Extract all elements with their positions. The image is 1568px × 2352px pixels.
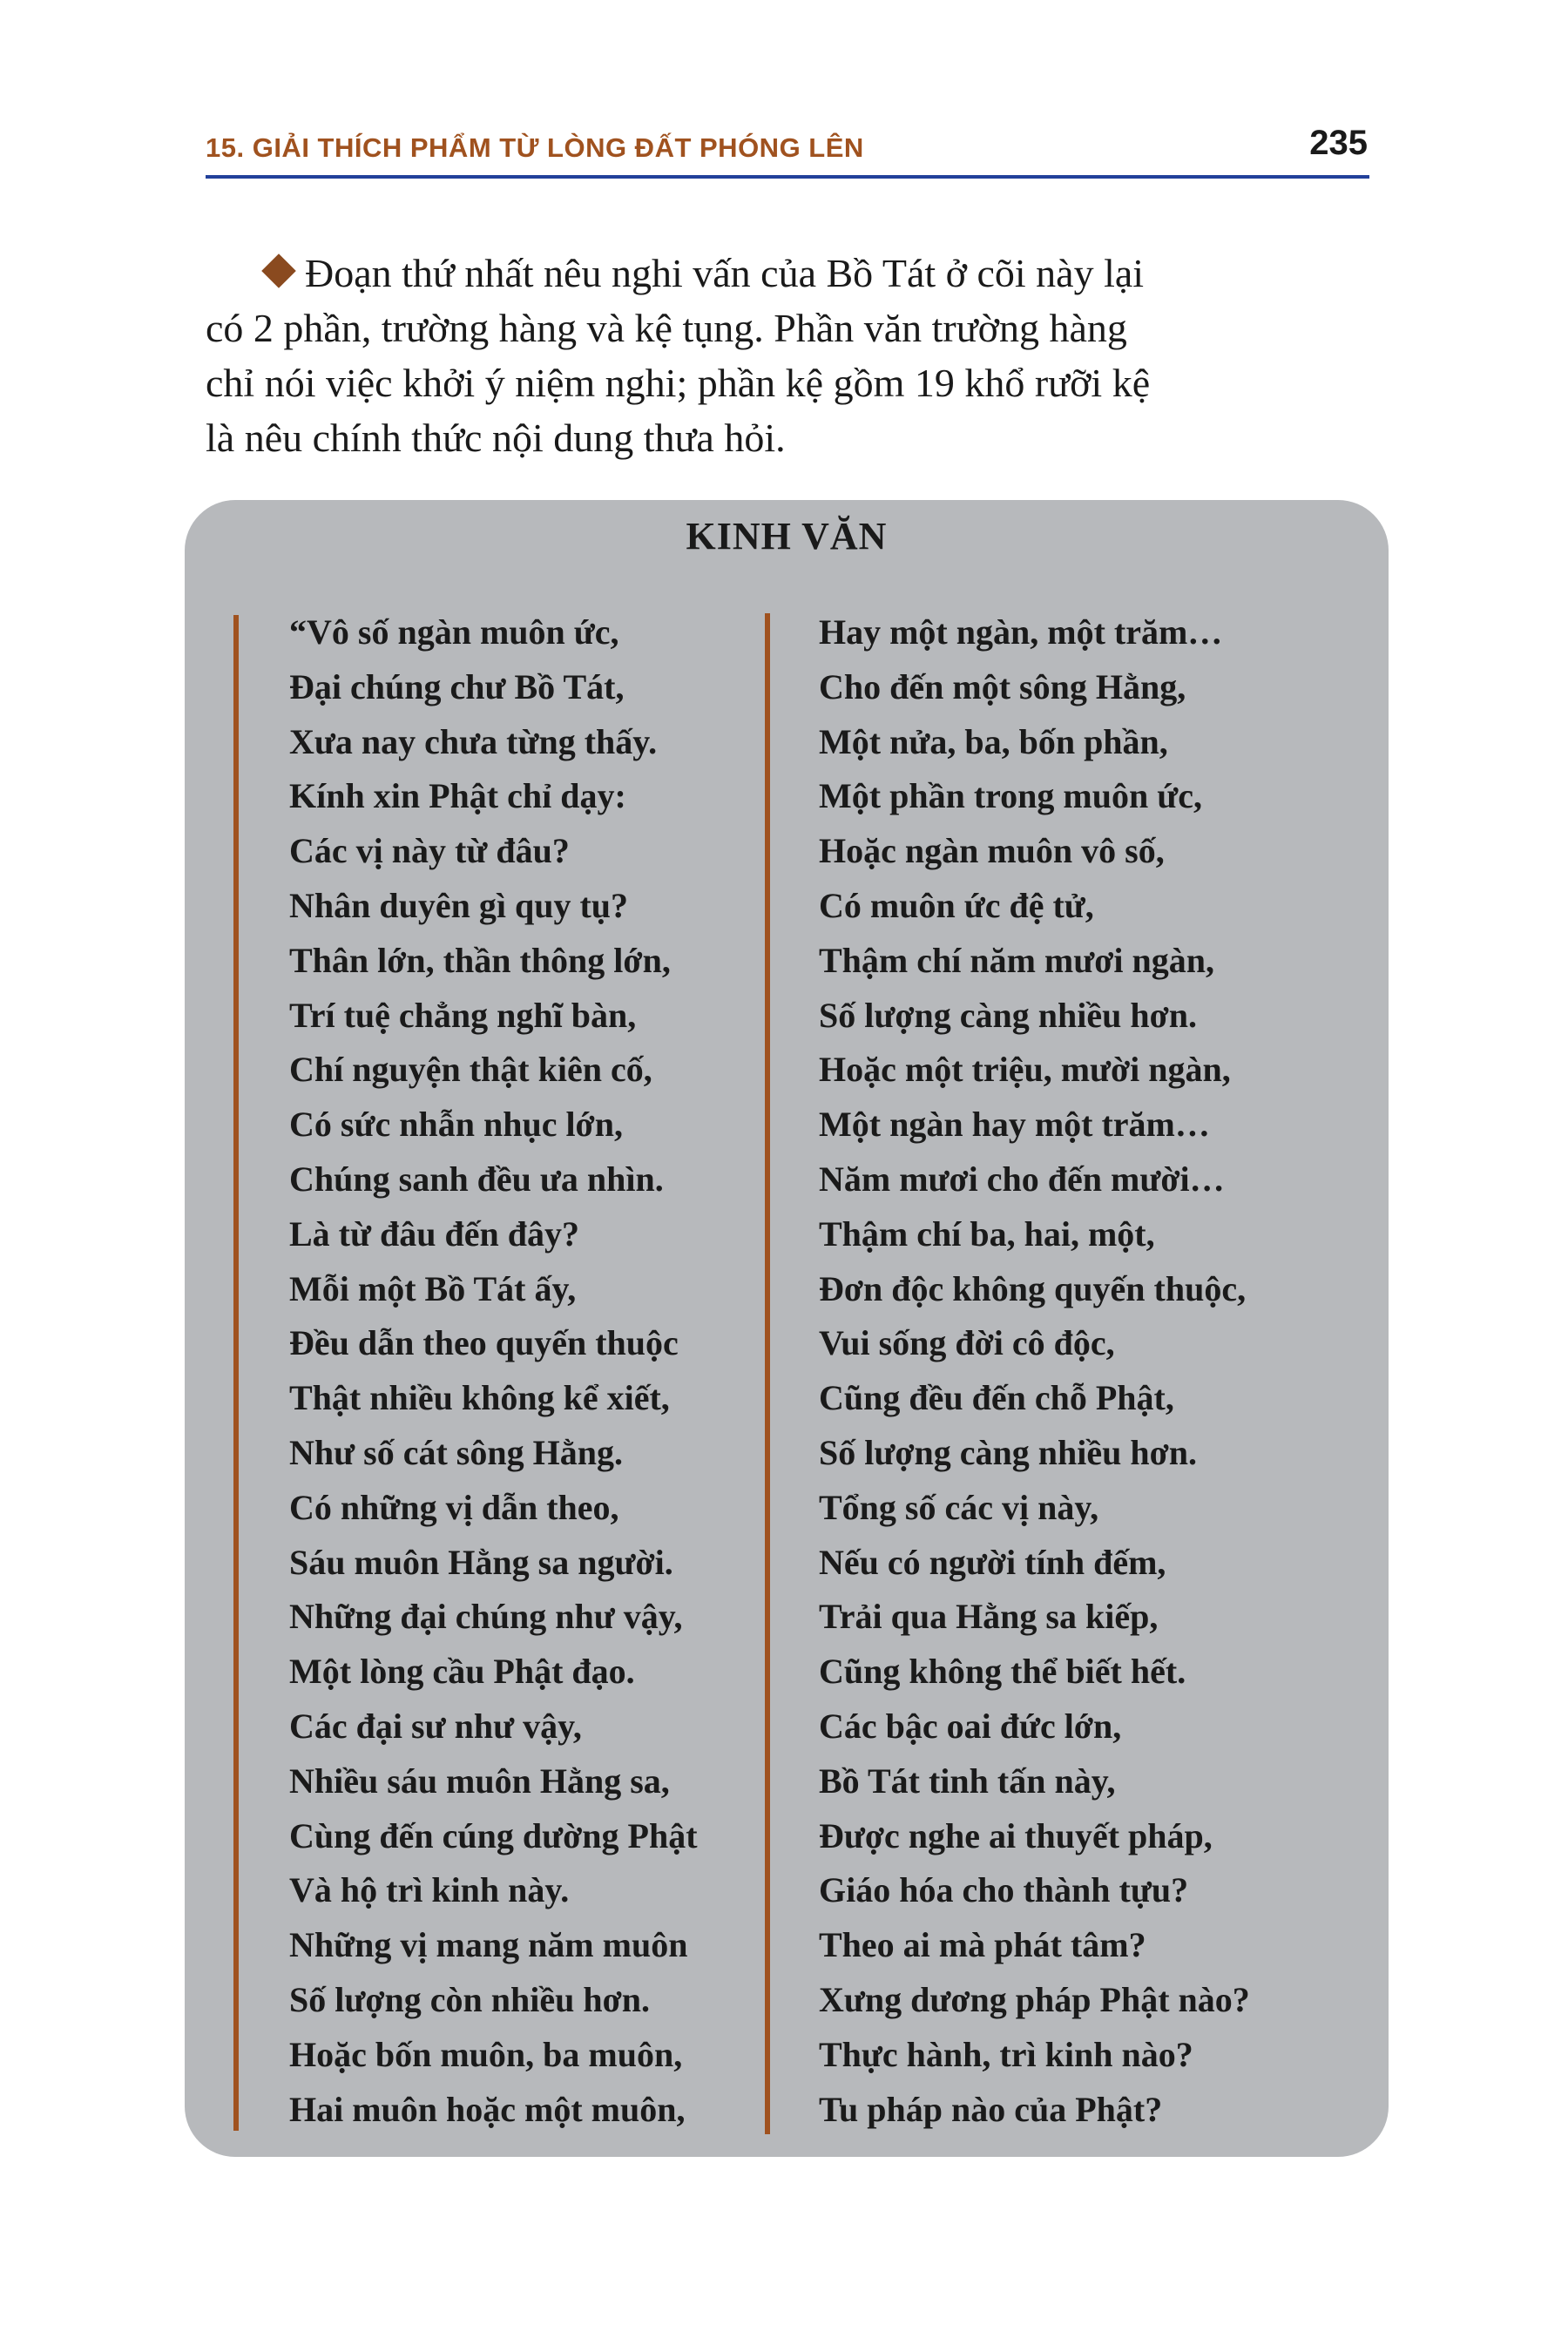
verse-line: Nhân duyên gì quy tụ? [289, 885, 629, 925]
verse-line: Chúng sanh đều ưa nhìn. [289, 1159, 664, 1199]
verse-line: Có sức nhẫn nhục lớn, [289, 1105, 623, 1145]
verse-line: Những đại chúng như vậy, [289, 1597, 683, 1637]
verse-line: Vui sống đời cô độc, [819, 1323, 1115, 1363]
verse-line: Đại chúng chư Bồ Tát, [289, 666, 625, 706]
verse-line: Đều dẫn theo quyến thuộc [289, 1323, 679, 1363]
verse-line: Trải qua Hằng sa kiếp, [819, 1597, 1159, 1637]
verse-column-left [289, 605, 716, 2137]
verse-line: Xưng dương pháp Phật nào? [819, 1979, 1250, 2019]
verse-line: Được nghe ai thuyết pháp, [819, 1815, 1213, 1855]
verse-line: Các vị này từ đâu? [289, 831, 570, 871]
verse-line: Hoặc bốn muôn, ba muôn, [289, 2034, 683, 2074]
header-rule [206, 175, 1369, 179]
intro-line: chỉ nói việc khởi ý niệm nghi; phần kệ gồm 19 khổ rưỡi kệ [206, 361, 1151, 405]
verse-line: Thật nhiều không kể xiết, [289, 1378, 670, 1418]
verse-line: Hoặc ngàn muôn vô số, [819, 831, 1165, 871]
intro-line [206, 246, 1373, 301]
verse-line: Thậm chí ba, hai, một, [819, 1213, 1155, 1254]
chapter-title: 15. GIẢI THÍCH PHẨM TỪ LÒNG ĐẤT PHÓNG LÊN [206, 132, 864, 163]
verse-line: Một lòng cầu Phật đạo. [289, 1652, 635, 1692]
verse-line: Cho đến một sông Hằng, [819, 666, 1186, 706]
verse-line: Các bậc oai đức lớn, [819, 1706, 1122, 1746]
verse-line: Trí tuệ chẳng nghĩ bàn, [289, 995, 637, 1035]
verse-line: Có muôn ức đệ tử, [819, 885, 1094, 925]
verse-column-right [819, 605, 1359, 2137]
verse-line: Cũng đều đến chỗ Phật, [819, 1378, 1174, 1418]
verse-line: Số lượng còn nhiều hơn. [289, 1979, 651, 2019]
intro-line: có 2 phần, trường hàng và kệ tụng. Phần văn trường hàng [206, 306, 1127, 350]
verse-line: Và hộ trì kinh này. [289, 1870, 570, 1910]
verse-line: Như số cát sông Hằng. [289, 1432, 623, 1472]
right-column-bar [765, 613, 770, 2134]
diamond-icon [261, 253, 296, 288]
verse-line: Số lượng càng nhiều hơn. [819, 995, 1198, 1035]
verse-line: Tổng số các vị này, [819, 1487, 1099, 1527]
intro-line-text: Đoạn thứ nhất nêu nghi vấn của Bồ Tát ở cõi này lại [305, 251, 1145, 295]
verse-line: Một ngàn hay một trăm… [819, 1105, 1210, 1145]
verse-line: Tu pháp nào của Phật? [819, 2089, 1163, 2129]
verse-line: Theo ai mà phát tâm? [819, 1925, 1146, 1965]
verse-line: Năm mươi cho đến mười… [819, 1159, 1225, 1199]
verse-line: Chí nguyện thật kiên cố, [289, 1050, 652, 1090]
verse-line: Một nửa, ba, bốn phần, [819, 721, 1168, 761]
verse-line: Nhiều sáu muôn Hằng sa, [289, 1761, 670, 1801]
verse-line: Xưa nay chưa từng thấy. [289, 721, 658, 761]
verse-line: Giáo hóa cho thành tựu? [819, 1870, 1189, 1910]
left-column-bar [233, 615, 239, 2131]
verse-line: Thậm chí năm mươi ngàn, [819, 940, 1215, 980]
verse-line: Mỗi một Bồ Tát ấy, [289, 1268, 577, 1308]
verse-line: Các đại sư như vậy, [289, 1706, 582, 1746]
intro-line: là nêu chính thức nội dung thưa hỏi. [206, 416, 786, 460]
verse-line: Cùng đến cúng dường Phật [289, 1815, 698, 1855]
verse-line: Hay một ngàn, một trăm… [819, 612, 1223, 652]
verse-line: Một phần trong muôn ức, [819, 776, 1202, 816]
verse-line: “Vô số ngàn muôn ức, [289, 612, 619, 652]
verse-line: Có những vị dẫn theo, [289, 1487, 619, 1527]
intro-paragraph [206, 246, 1373, 465]
verse-line: Đơn độc không quyến thuộc, [819, 1268, 1247, 1308]
verse-line: Bồ Tát tinh tấn này, [819, 1761, 1116, 1801]
scripture-title: KINH VĂN [686, 515, 888, 558]
verse-line: Hai muôn hoặc một muôn, [289, 2089, 686, 2129]
verse-line: Là từ đâu đến đây? [289, 1213, 579, 1254]
verse-line: Nếu có người tính đếm, [819, 1542, 1166, 1582]
verse-line: Những vị mang năm muôn [289, 1925, 688, 1965]
verse-line: Cũng không thể biết hết. [819, 1652, 1186, 1692]
verse-line: Thân lớn, thần thông lớn, [289, 940, 671, 980]
page-number: 235 [1309, 124, 1368, 162]
verse-line: Hoặc một triệu, mười ngàn, [819, 1050, 1231, 1090]
verse-line: Sáu muôn Hằng sa người. [289, 1542, 673, 1582]
verse-line: Số lượng càng nhiều hơn. [819, 1432, 1198, 1472]
verse-line: Thực hành, trì kinh nào? [819, 2034, 1193, 2074]
verse-line: Kính xin Phật chỉ dạy: [289, 776, 626, 816]
